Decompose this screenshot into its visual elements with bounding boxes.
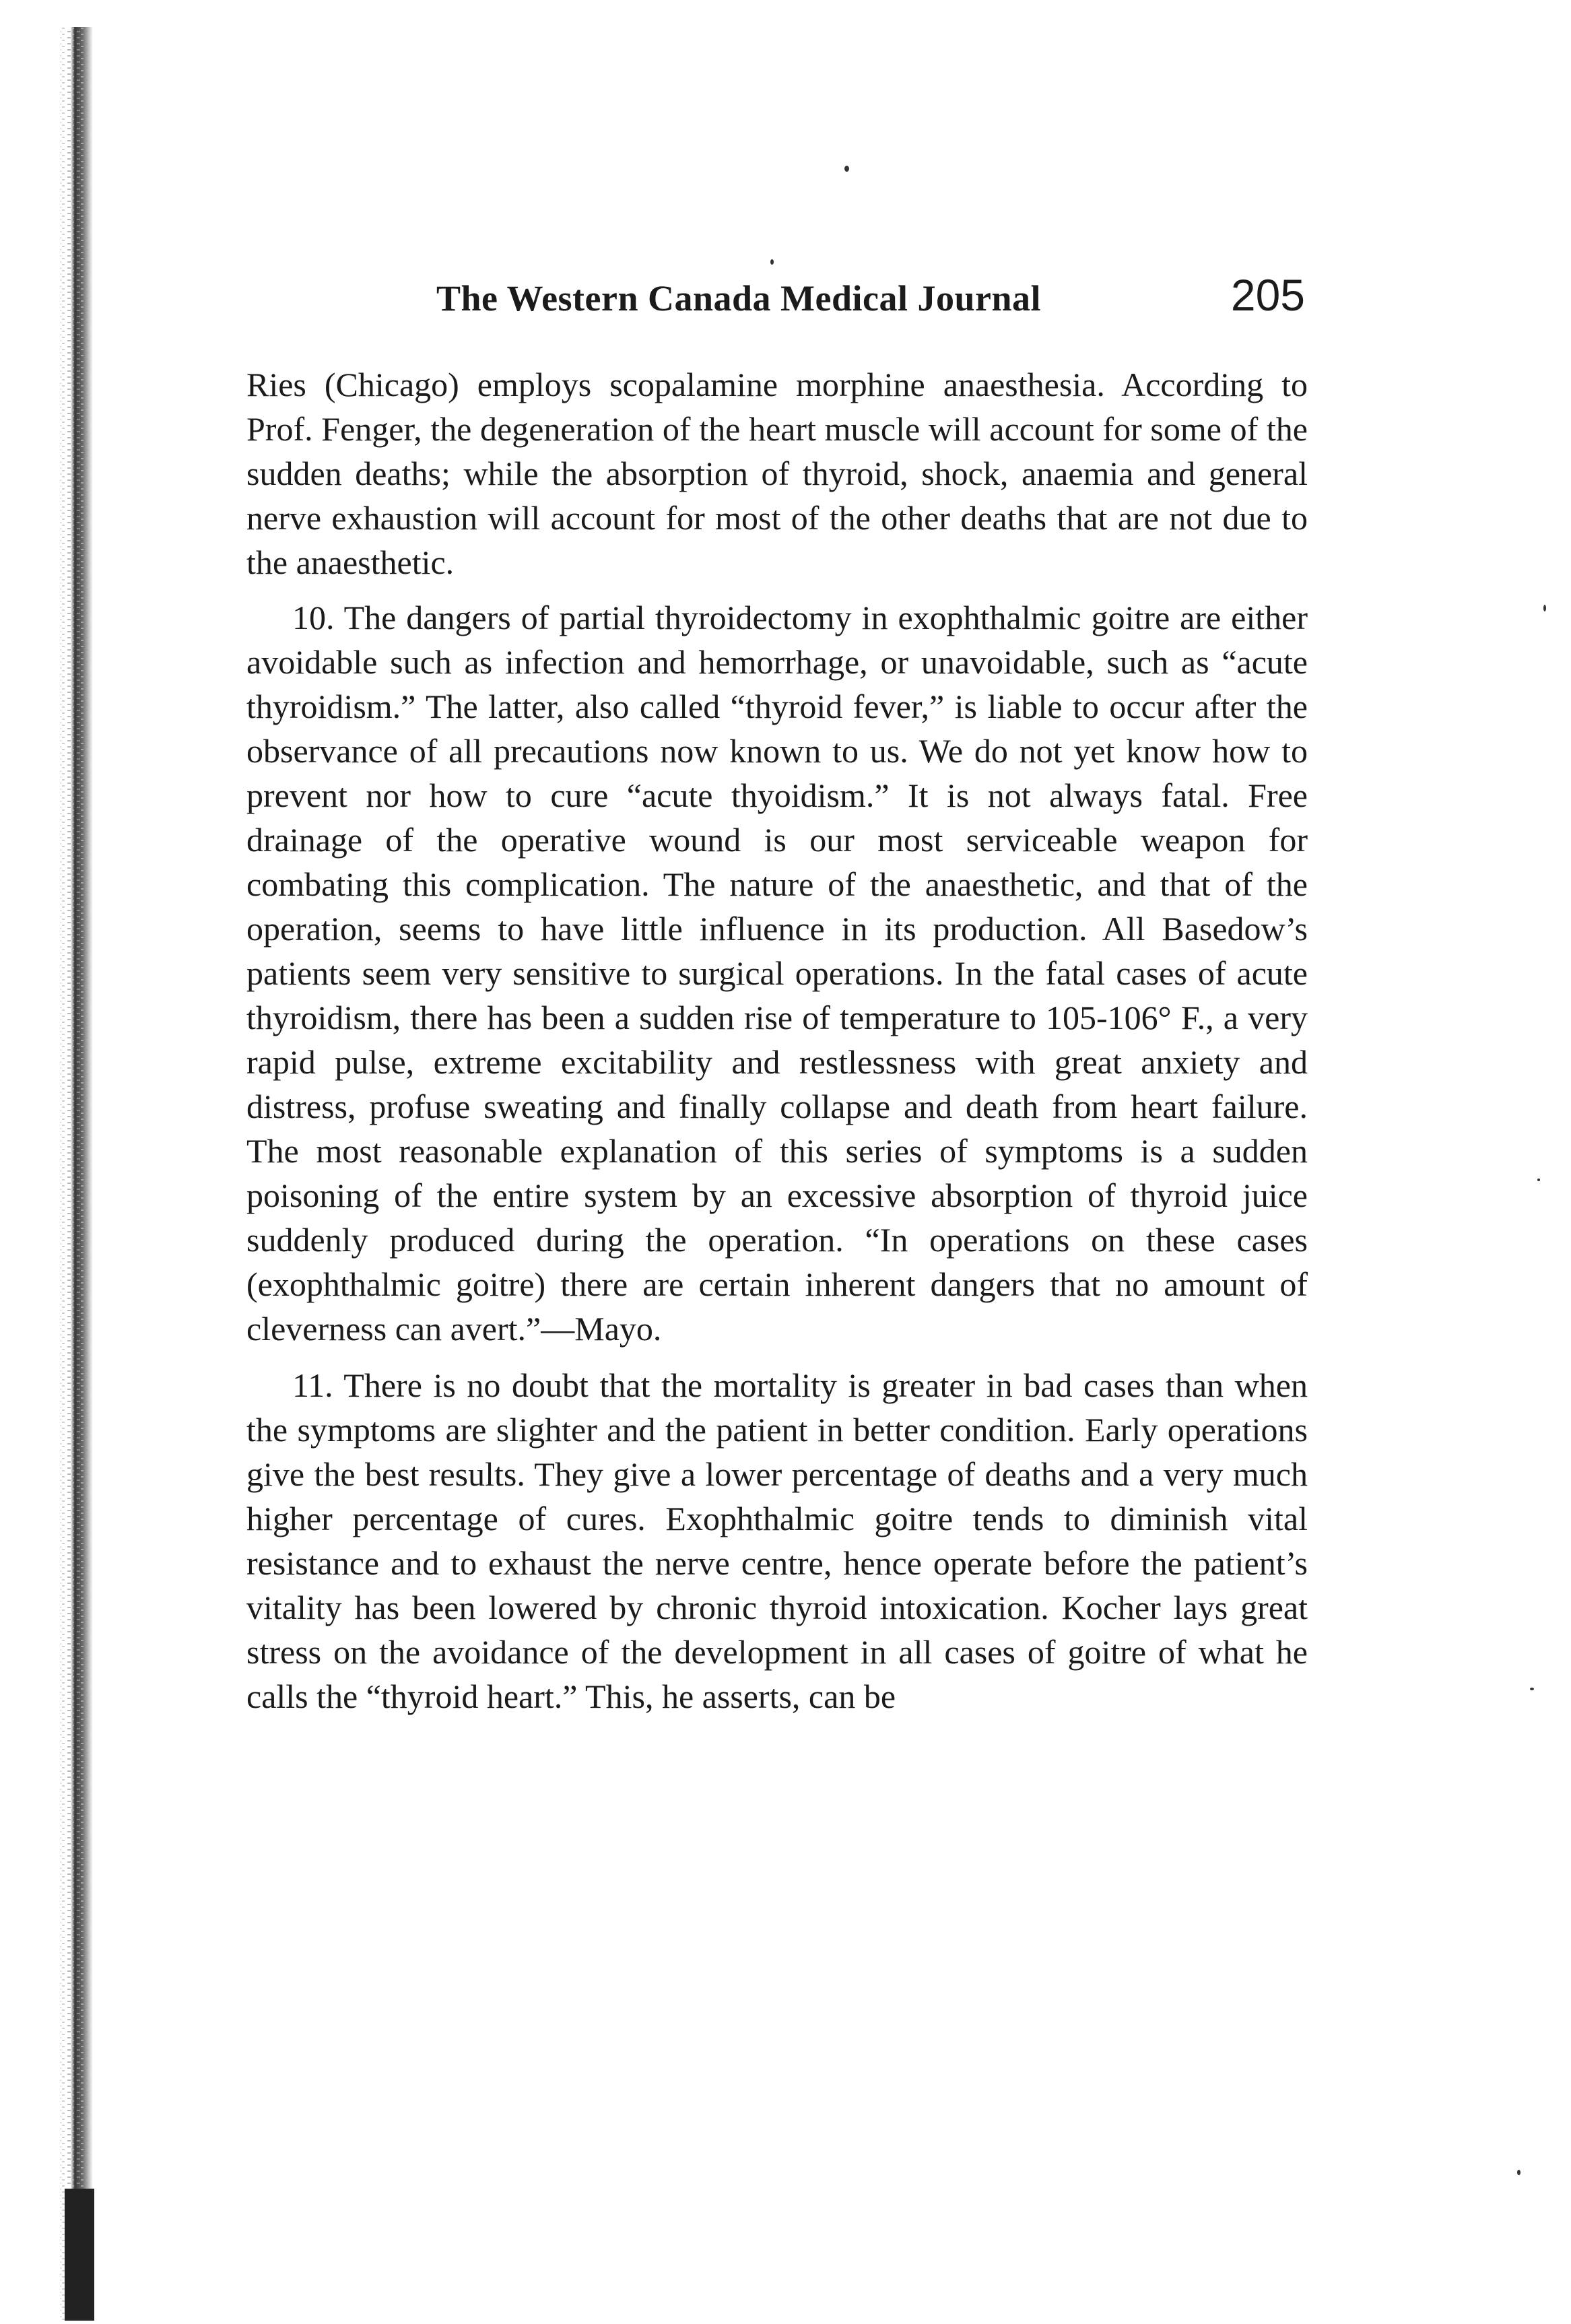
page-header [436,269,1305,343]
scan-binding-edge [0,0,101,2321]
scan-speck [1517,2170,1520,2175]
scan-speck [1537,1178,1540,1181]
paragraph-continuation: Ries (Chicago) employs scopalamine morphine anaesthesia. According to Prof. Fenger, the degeneration of the heart muscle will account for some of the sudden deaths; while the absorption of thyroid, shock, anaemia and general nerve exhaustion will account for most of the other deaths that are not due to the anaesthetic. [246,366,1308,581]
scan-speck [1543,605,1546,611]
scan-speck [844,166,849,172]
scan-speck [1530,1688,1534,1690]
binding-shadow-graphic [0,0,101,2321]
paragraph-item-10: 10. The dangers of partial thyroidectomy in exophthalmic goitre are either avoidable such as infection and hemorrhage, or unavoidable, such as “acute thyroidism.” The latter, also called “thyroid fever,” is liable to occur after the observance of all precautions now known to us. We do not yet know how to prevent nor how to cure “acute thyoidism.” It is not always fatal. Free drainage of the operative wound is our most serviceable weapon for combating this complication. The nature of the anaesthetic, and that of the operation, seems to have little influence in its production. All Basedow’s patients seem very sensitive to surgical operations. In the fatal cases of acute thyroidism, there has been a sudden rise of temperature to 105-106° F., a very rapid pulse, extreme excitability and restlessness with great anxiety and distress, profuse sweating and finally collapse and death from heart failure. The most reasonable explanation of this series of symptoms is a sudden poisoning of the entire system by an excessive absorption of thyroid juice suddenly produced during the operation. “In operations on these cases (exophthalmic goitre) there are certain inherent dangers that no amount of cleverness can avert.”—Mayo. [246,599,1308,1348]
paragraph-item-11: 11. There is no doubt that the mortality is greater in bad cases than when the symptoms are slighter and the patient in better condition. Early operations give the best results. They give a lower percentage of deaths and a very much higher percentage of cures. Exophthalmic goitre tends to diminish vital resistance and to exhaust the nerve centre, hence operate before the patient’s vitality has been lowered by chronic thyroid intoxication. Kocher lays great stress on the avoidance of the development in all cases of goitre of what he calls the “thyroid heart.” This, he asserts, can be [246,1366,1308,1715]
page-number: 205 [1230,270,1305,320]
scan-speck [770,259,774,265]
article-body [246,362,1308,1719]
journal-title: The Western Canada Medical Journal [436,278,1042,319]
